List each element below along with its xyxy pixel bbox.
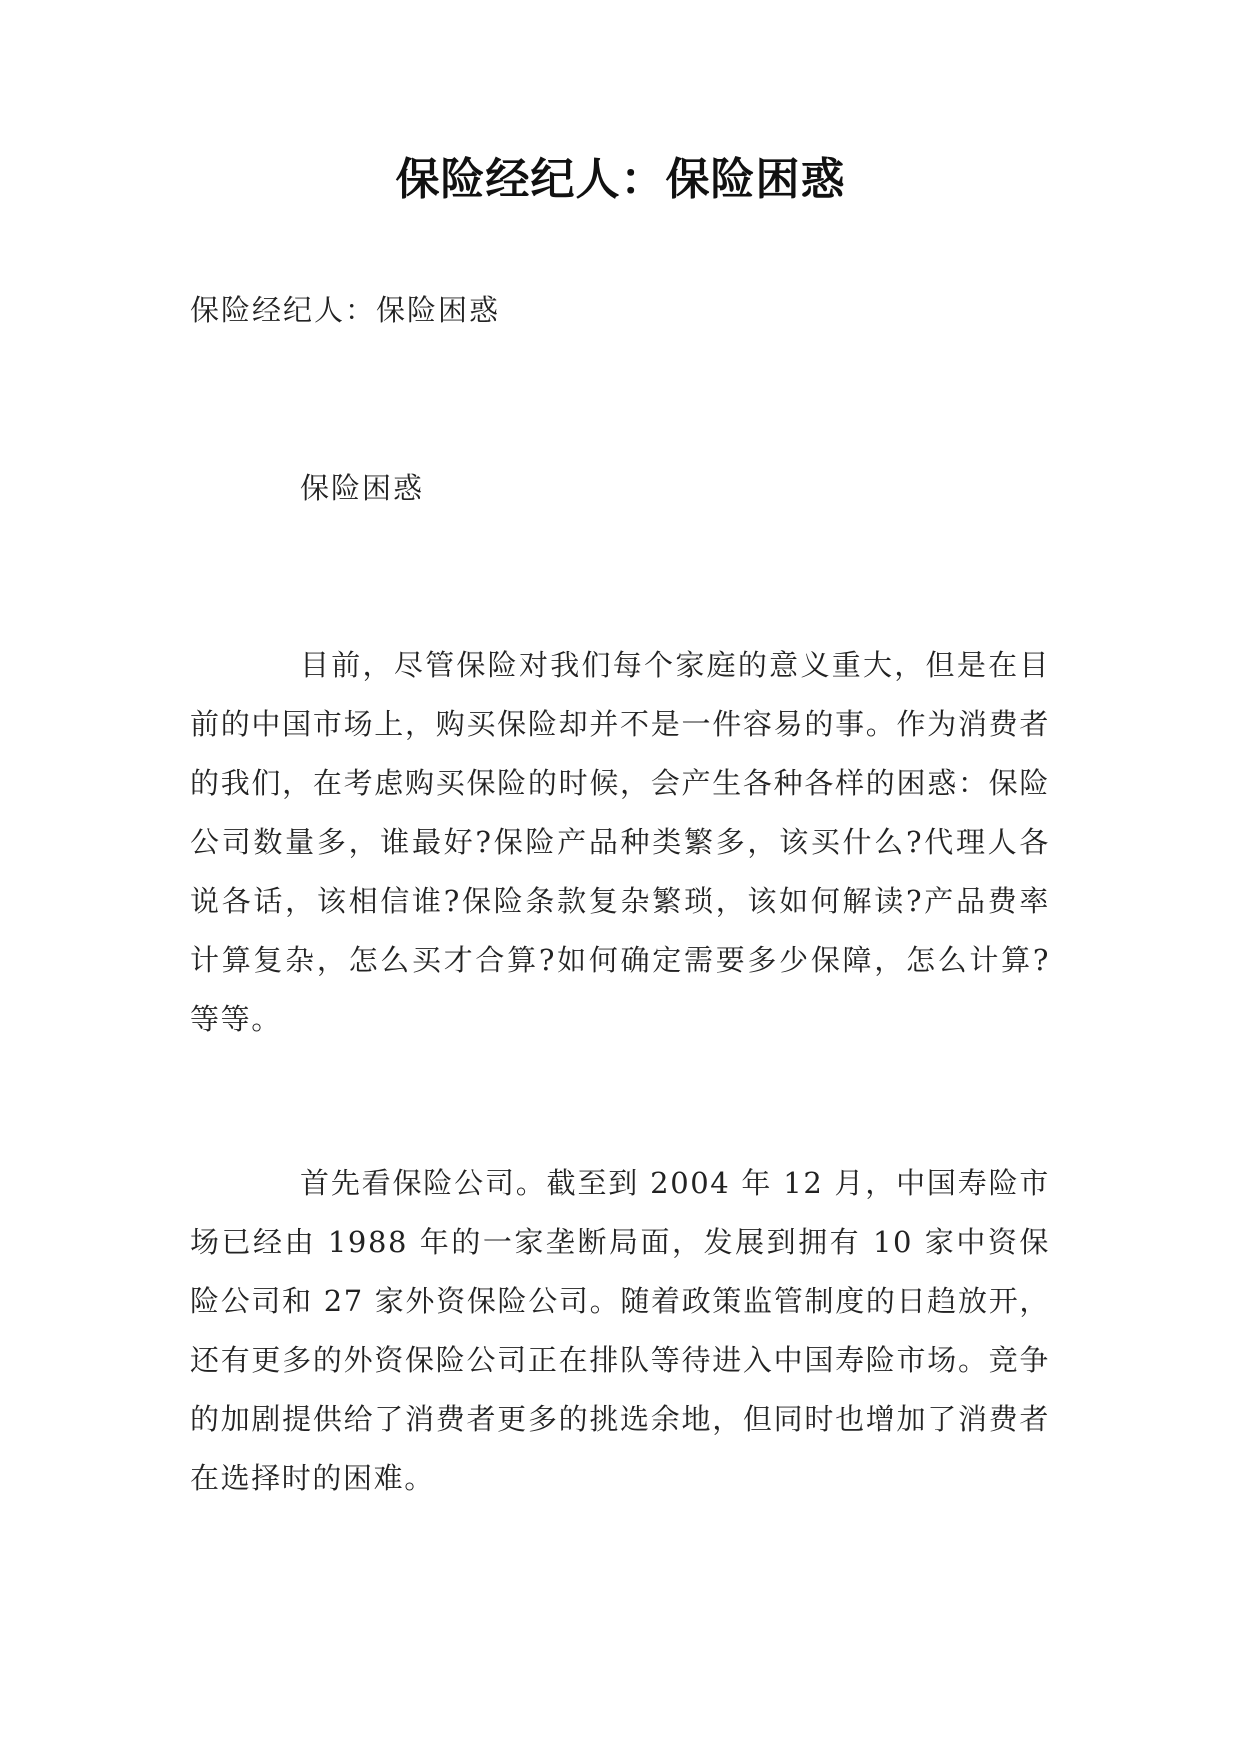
body-paragraph: 首先看保险公司。截至到 2004 年 12 月，中国寿险市场已经由 1988 年的一家垄断局面，发展到拥有 10 家中资保险公司和 27 家外资保险公司。随着政策监管制度的日趋放开，还有更多的外资保险公司正在排队等待进入中国寿险市场。竞争的加剧提供给了消费者更多的挑选余地，但同时也增加了消费者在选择时的困难。 — [190, 1166, 1050, 1495]
document-title: 保险经纪人：保险困惑 — [395, 154, 846, 205]
document-subtitle: 保险经纪人：保险困惑 — [190, 293, 501, 327]
body-paragraph: 目前，尽管保险对我们每个家庭的意义重大，但是在目前的中国市场上，购买保险却并不是一件容易的事。作为消费者的我们，在考虑购买保险的时候，会产生各种各样的困惑：保险公司数量多，谁最好?保险产品种类繁多，该买什么?代理人各说各话，该相信谁?保险条款复杂繁琐，该如何解读?产品费率计算复杂，怎么买才合算?如何确定需要多少保障，怎么计算?等等。 — [190, 648, 1050, 1036]
section-heading: 保险困惑 — [300, 471, 425, 505]
